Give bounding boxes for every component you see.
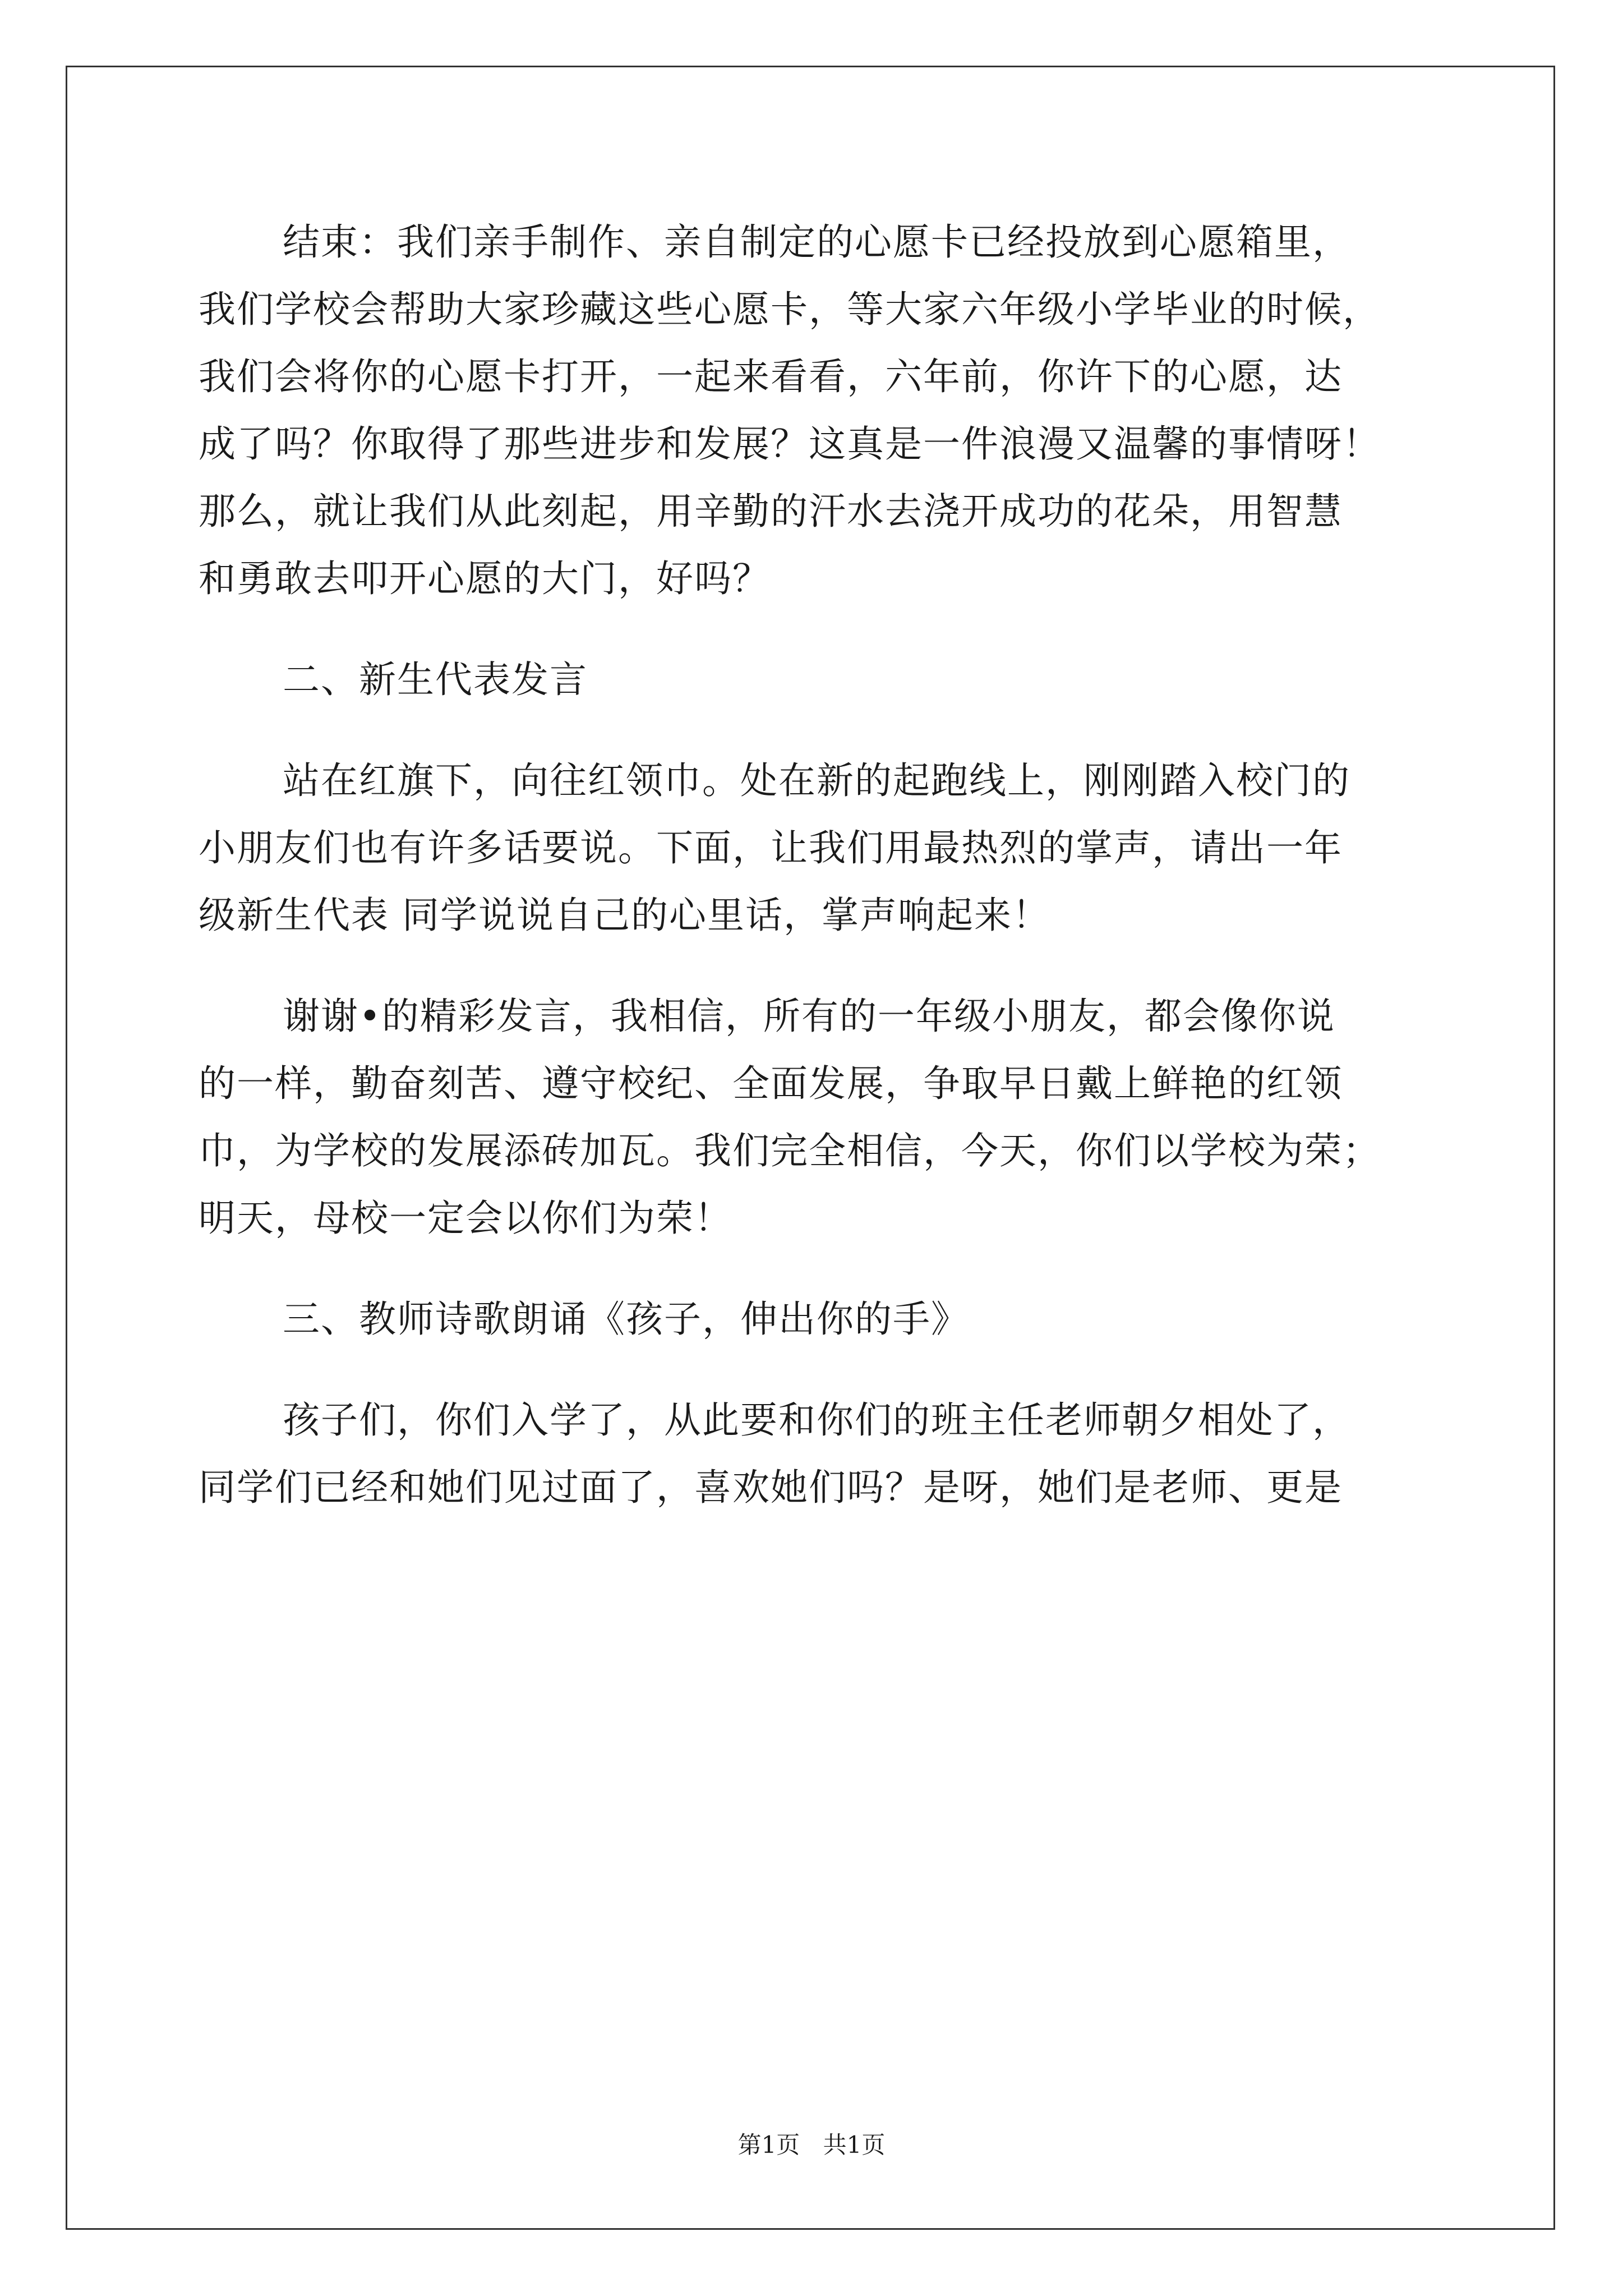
text-line: 级新生代表 同学说说自己的心里话，掌声响起来！ xyxy=(199,894,1050,937)
section-heading-poem xyxy=(199,1286,1432,1353)
paragraph-student-intro xyxy=(199,747,1432,949)
text-line: 同学们已经和她们见过面了，喜欢她们吗？是呀，她们是老师、更是 xyxy=(199,1466,1343,1509)
text-line: 明天，母校一定会以你们为荣！ xyxy=(199,1197,732,1240)
text-line: 结束：我们亲手制作、亲自制定的心愿卡已经投放到心愿箱里， xyxy=(283,220,1350,264)
text-line: 和勇敢去叩开心愿的大门，好吗？ xyxy=(199,557,771,600)
paragraph-teacher-intro xyxy=(199,1387,1432,1521)
document-body xyxy=(199,209,1432,1555)
text-line: 成了吗？你取得了那些进步和发展？这真是一件浪漫又温馨的事情呀！ xyxy=(199,422,1381,466)
text-line: 小朋友们也有许多话要说。下面，让我们用最热烈的掌声，请出一年 xyxy=(199,826,1343,869)
text-line: 我们会将你的心愿卡打开，一起来看看，六年前，你许下的心愿，达 xyxy=(199,355,1343,398)
heading-text: 三、教师诗歌朗诵《孩子，伸出你的手》 xyxy=(283,1297,969,1341)
paragraph-closing xyxy=(199,209,1432,613)
text-line: 谢谢•的精彩发言，我相信，所有的一年级小朋友，都会像你说 xyxy=(283,995,1335,1038)
page-number-total: 共1页 xyxy=(823,2131,886,2159)
text-line: 巾，为学校的发展添砖加瓦。我们完全相信，今天，你们以学校为荣； xyxy=(199,1129,1381,1172)
paragraph-thanks xyxy=(199,983,1432,1252)
page-footer xyxy=(0,2128,1623,2162)
text-line: 的一样，勤奋刻苦、遵守校纪、全面发展，争取早日戴上鲜艳的红领 xyxy=(199,1062,1343,1105)
text-line: 那么，就让我们从此刻起，用辛勤的汗水去浇开成功的花朵，用智慧 xyxy=(199,490,1343,533)
text-line: 站在红旗下，向往红领巾。处在新的起跑线上，刚刚踏入校门的 xyxy=(283,759,1350,802)
section-heading-student-speech xyxy=(199,646,1432,714)
heading-text: 二、新生代表发言 xyxy=(283,658,588,701)
page-number-current: 第1页 xyxy=(737,2131,800,2159)
text-line: 孩子们，你们入学了，从此要和你们的班主任老师朝夕相处了， xyxy=(283,1398,1350,1442)
text-line: 我们学校会帮助大家珍藏这些心愿卡，等大家六年级小学毕业的时候， xyxy=(199,288,1381,331)
